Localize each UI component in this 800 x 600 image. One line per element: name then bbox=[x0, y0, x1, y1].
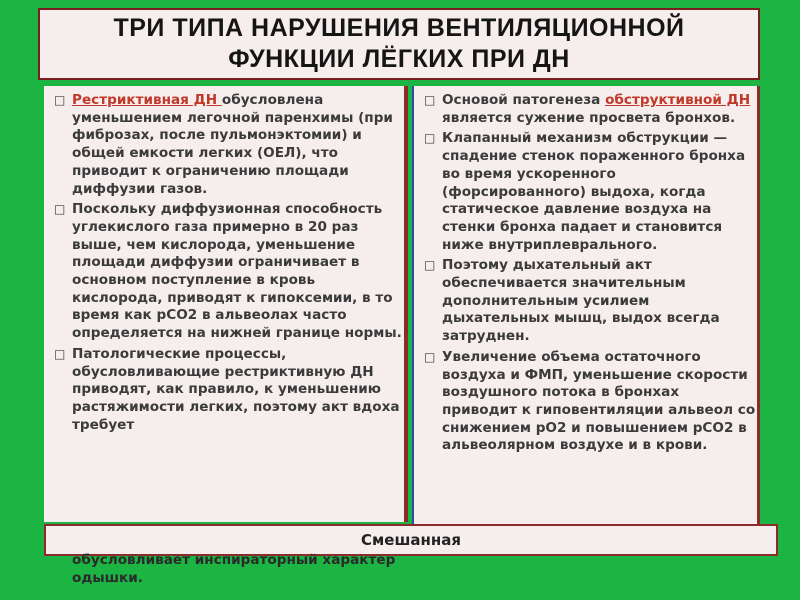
list-item bbox=[414, 349, 757, 455]
subscript: 2 bbox=[723, 419, 734, 436]
bullet-icon: □ bbox=[424, 258, 436, 273]
title-box bbox=[38, 8, 760, 80]
overflow-text: обусловливает инспираторный характер одышки. bbox=[72, 552, 396, 586]
obstructive-term: обструктивной ДН bbox=[605, 92, 751, 108]
item-text: Поэтому дыхательный акт обеспечивается значительным дополнительным усилием дыхательных мышц, выдох всегда затруднен. bbox=[442, 257, 720, 345]
bullet-icon: □ bbox=[424, 349, 436, 364]
list-item bbox=[414, 130, 757, 254]
restrictive-term: Рестриктивная ДН bbox=[72, 92, 222, 108]
title-line-2: ФУНКЦИИ ЛЁГКИХ ПРИ ДН bbox=[228, 45, 570, 73]
bullet-icon: □ bbox=[54, 202, 66, 217]
list-item bbox=[414, 257, 757, 346]
item-text: Клапанный механизм обструкции — спадение стенок пораженного бронха во время ускоренного (форсированного) выдоха, когда статическое давление воздуха на стенки бронха падает и становится ниже внутриплеврального. bbox=[442, 130, 746, 253]
item-text: в альвеолах часто определяется на нижней границе нормы. bbox=[72, 307, 402, 342]
bullet-icon: □ bbox=[424, 93, 436, 107]
item-text: является сужение просвета бронхов. bbox=[442, 109, 736, 126]
item-text: Увеличение объема остаточного воздуха и ФМП, уменьшение скорости воздушного потока в бронхах приводит к гиповентиляции альвеол со снижением рО2 и повышением рСО bbox=[442, 348, 756, 436]
restrictive-column bbox=[44, 86, 408, 522]
item-text: Основой патогенеза bbox=[442, 92, 606, 108]
title-line-1: ТРИ ТИПА НАРУШЕНИЯ ВЕНТИЛЯЦИОННОЙ bbox=[113, 14, 685, 42]
mixed-label: Смешанная bbox=[361, 531, 461, 549]
obstructive-column bbox=[412, 86, 760, 526]
list-item bbox=[44, 346, 404, 435]
list-item bbox=[44, 201, 404, 343]
item-text: Поскольку диффузионная способность углекислого газа примерно в 20 раз выше, чем кислорода, уменьшение площади диффузии ограничивает в основном поступление в кровь кислорода, приводят к гипоксемии, в то время как рСО bbox=[72, 201, 393, 324]
bullet-icon: □ bbox=[424, 131, 436, 146]
list-item bbox=[414, 92, 757, 127]
item-text: Патологические процессы, обусловливающие рестриктивную ДН приводят, как правило, к уменьшению растяжимости легких, поэтому акт вдоха требует bbox=[72, 345, 400, 433]
item-text: обусловлена уменьшением легочной паренхимы (при фиброзах, после пульмонэктомии) и общей емкости легких (ОЕЛ), что приводит к ограничению площади диффузии газов. bbox=[72, 92, 393, 197]
subscript: 2 bbox=[187, 307, 198, 324]
bullet-icon: □ bbox=[54, 93, 66, 107]
item-text: в альвеолярном воздухе и в крови. bbox=[442, 419, 747, 454]
list-item bbox=[44, 92, 404, 198]
bullet-icon: □ bbox=[54, 346, 66, 361]
